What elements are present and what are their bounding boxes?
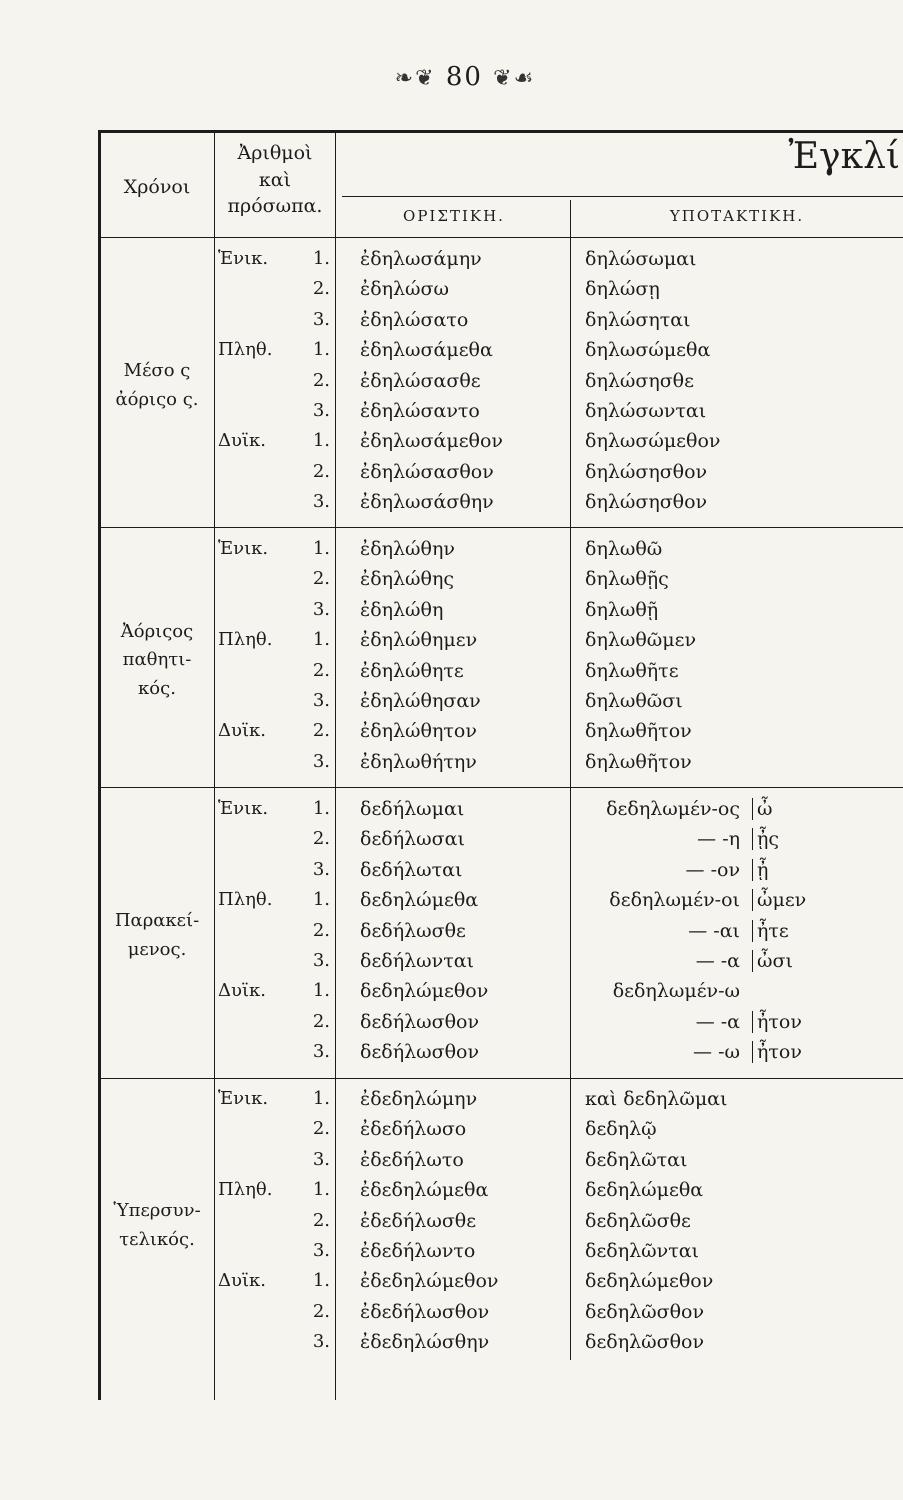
person-number: 2. [312,659,330,681]
col-rule-1 [214,130,215,1400]
indicative-form: δεδήλωμαι [360,798,465,820]
indicative-form: ἐδεδήλωσο [360,1118,467,1141]
indicative-form: ἐδηλώθη [360,598,444,621]
subjunctive-form: δηλώσησθον [585,491,708,514]
indicative-form: δεδήλωται [360,858,463,881]
indicative-form: ἐδηλώθημεν [360,629,478,652]
tense-name-line: Ἀόριςος [120,620,194,642]
indicative-form: δεδήλωσθε [360,919,466,942]
subjunctive-form: δεδηλωμέν-ω [612,980,740,1003]
tense-name [102,1197,212,1255]
number-label: Ἑνικ. [218,248,269,269]
tense-name-line: κός. [138,678,176,700]
subjunctive-form: δεδηλῶσθε [585,1209,691,1232]
subjunctive-form: δηλώσησθον [585,460,708,483]
number-label: Πληθ. [218,889,273,911]
indicative-form: ἐδηλωσάμεθα [360,339,493,362]
indicative-form: ἐδεδηλώμην [360,1088,478,1110]
indicative-form: ἐδηλώθην [360,538,455,560]
indicative-form: δεδήλωσθον [360,1010,480,1033]
subjunctive-form: δεδηλῶσθον [585,1300,705,1323]
person-number: 1. [312,629,330,651]
auxiliary-form: ὦσι [752,950,793,972]
indicative-form: δεδήλωσθον [360,1041,480,1064]
subjunctive-form: δηλωθῶ [585,538,663,560]
tense-name [102,618,212,704]
number-label: Πληθ. [218,1179,273,1201]
ornament-left-icon: ❧❦ [394,66,436,91]
page-number: 80 [445,62,483,92]
subjunctive-form: δηλωθῆτον [585,720,692,743]
numbers-persons-header [216,140,334,220]
person-number: 2. [312,460,330,482]
subjunctive-form: δηλωσώμεθα [585,339,711,362]
header-sub-rule [342,196,903,197]
indicative-form: ἐδεδήλωτο [360,1148,464,1171]
person-number: 3. [312,750,330,772]
group-rule-2 [98,787,903,788]
person-number: 1. [312,339,330,361]
subjunctive-form: δηλώσῃ [585,278,660,301]
person-number: 2. [312,568,330,590]
person-number: 1. [312,889,330,911]
indicative-form: ἐδηλώσασθε [360,369,481,392]
number-label: Δυϊκ. [218,980,266,1002]
subjunctive-form: — -α [695,950,740,972]
number-label: Πληθ. [218,629,273,651]
indicative-form: ἐδηλώθης [360,568,455,591]
person-number: 3. [312,858,330,880]
number-label: Δυϊκ. [218,1270,266,1292]
indicative-form: ἐδεδήλωσθε [360,1209,477,1232]
subjunctive-form: — -αι [688,919,740,942]
indicative-form: ἐδεδήλωντο [360,1240,476,1262]
person-number: 1. [312,798,330,819]
subjunctive-form: καὶ δεδηλῶμαι [585,1088,728,1110]
tenses-header: Χρόνοι [123,176,191,198]
col-rule-2 [335,130,336,1400]
number-label: Δυϊκ. [218,430,266,452]
person-number: 3. [312,950,330,971]
indicative-header: ΟΡΙΣΤΙΚΗ. [403,207,505,225]
person-number: 2. [312,1010,330,1032]
tense-name-line: Παρακεί- [114,909,200,931]
person-number: 1. [312,1270,330,1292]
subjunctive-form: — -ω [693,1041,740,1064]
person-number: 2. [312,1118,330,1140]
person-number: 3. [312,1148,330,1170]
subjunctive-form: δεδηλώμεθα [585,1179,704,1202]
number-label: Ἑνικ. [218,538,269,559]
auxiliary-form: ἦτον [752,1041,802,1063]
number-label: Ἑνικ. [218,798,269,819]
subjunctive-form: δηλώσηται [585,308,691,331]
person-number: 2. [312,828,330,850]
person-number: 2. [312,278,330,300]
subjunctive-form: δηλωθῶσι [585,690,683,712]
person-number: 3. [312,308,330,330]
person-number: 1. [312,538,330,559]
person-number: 2. [312,1209,330,1231]
auxiliary-form: ᾖ [752,859,768,881]
group-rule-3 [98,1078,903,1079]
tense-name [102,357,212,415]
person-number: 1. [312,248,330,269]
mood-title: Ἐγκλί [788,136,900,177]
indicative-form: ἐδηλωσάμεθον [360,430,503,453]
tense-name-line: Μέσο ς [123,359,191,381]
subjunctive-form: δεδηλῶται [585,1148,688,1171]
subjunctive-form: δηλωθῆτον [585,750,692,773]
auxiliary-form: ἦτον [752,1011,802,1033]
number-label: Ἑνικ. [218,1088,269,1109]
subjunctive-form: δηλωθῇ [585,598,659,621]
person-number: 2. [312,919,330,941]
person-number: 1. [312,980,330,1002]
indicative-form: ἐδηλώθησαν [360,690,481,712]
subjunctive-form: δηλωθῆτε [585,659,679,682]
indicative-form: ἐδηλώσω [360,278,450,301]
indicative-form: δεδηλώμεθον [360,980,489,1003]
indicative-form: ἐδεδηλώσθην [360,1331,490,1354]
subjunctive-form: δηλώσωνται [585,400,707,422]
indicative-form: ἐδεδηλώμεθον [360,1270,499,1293]
person-number: 2. [312,1300,330,1322]
subjunctive-form: — -α [695,1010,740,1033]
indicative-form: ἐδεδηλώμεθα [360,1179,489,1202]
auxiliary-form: ὦ [752,798,773,820]
indicative-form: ἐδεδήλωσθον [360,1300,490,1323]
person-number: 3. [312,491,330,513]
person-number: 3. [312,598,330,620]
person-number: 1. [312,430,330,452]
indicative-form: ἐδηλωσάμην [360,248,482,270]
indicative-form: δεδήλωσαι [360,828,465,851]
subjunctive-form: δηλώσησθε [585,369,694,392]
tense-name-line: τελικός. [119,1228,195,1250]
person-number: 2. [312,720,330,742]
numbers-persons-line-1: Ἀριθμοὶ [237,142,313,164]
indicative-form: ἐδηλώσαντο [360,400,480,422]
subjunctive-form: δηλωθῶμεν [585,629,697,652]
indicative-form: ἐδηλωθήτην [360,750,477,773]
header-bottom-rule [98,237,903,238]
group-rule-1 [98,527,903,528]
subjunctive-form: δεδηλώμεθον [585,1270,714,1293]
tense-name-line: μενος. [127,938,187,960]
conjugation-table [80,122,903,1400]
auxiliary-form: ἦτε [752,920,789,942]
subjunctive-form: δεδηλῶνται [585,1240,699,1262]
subjunctive-form: δηλωσώμεθον [585,430,721,453]
tense-name-line: Ὑπερσυν- [113,1199,201,1221]
person-number: 3. [312,400,330,421]
tense-name-line: παθητι- [122,649,192,671]
subjunctive-form: δηλωθῇς [585,568,669,591]
table-left-rule [98,130,101,1400]
subjunctive-header: ΥΠΟΤΑΚΤΙΚΗ. [669,207,805,225]
col-rule-3 [570,200,571,1360]
indicative-form: ἐδηλώθητον [360,720,477,743]
subjunctive-form: δεδηλῷ [585,1118,657,1141]
auxiliary-form: ᾖς [752,828,779,850]
page-header [360,62,570,92]
subjunctive-form: — -η [697,828,740,851]
number-label: Πληθ. [218,339,273,361]
person-number: 3. [312,1240,330,1261]
indicative-form: δεδηλώμεθα [360,889,479,912]
indicative-form: δεδήλωνται [360,950,474,972]
subjunctive-form: δηλώσωμαι [585,248,697,270]
tense-name-line: ἀόριςο ς. [115,388,199,410]
indicative-form: ἐδηλωσάσθην [360,491,494,514]
subjunctive-form: δεδηλωμέν-ος [606,798,740,820]
tense-name [102,907,212,965]
subjunctive-form: — -ον [685,858,740,881]
person-number: 3. [312,1331,330,1353]
numbers-persons-line-3: πρόσωπα. [227,195,323,218]
auxiliary-form: ὦμεν [752,889,806,911]
person-number: 2. [312,369,330,391]
subjunctive-form: δεδηλωμέν-οι [609,889,740,912]
ornament-right-icon: ❦☙ [493,66,536,91]
person-number: 1. [312,1179,330,1201]
number-label: Δυϊκ. [218,720,266,742]
subjunctive-form: δεδηλῶσθον [585,1331,705,1354]
person-number: 3. [312,690,330,711]
person-number: 3. [312,1041,330,1063]
indicative-form: ἐδηλώσασθον [360,460,494,483]
numbers-persons-line-2: καὶ [258,168,292,191]
indicative-form: ἐδηλώσατο [360,308,469,331]
person-number: 1. [312,1088,330,1109]
indicative-form: ἐδηλώθητε [360,659,464,682]
